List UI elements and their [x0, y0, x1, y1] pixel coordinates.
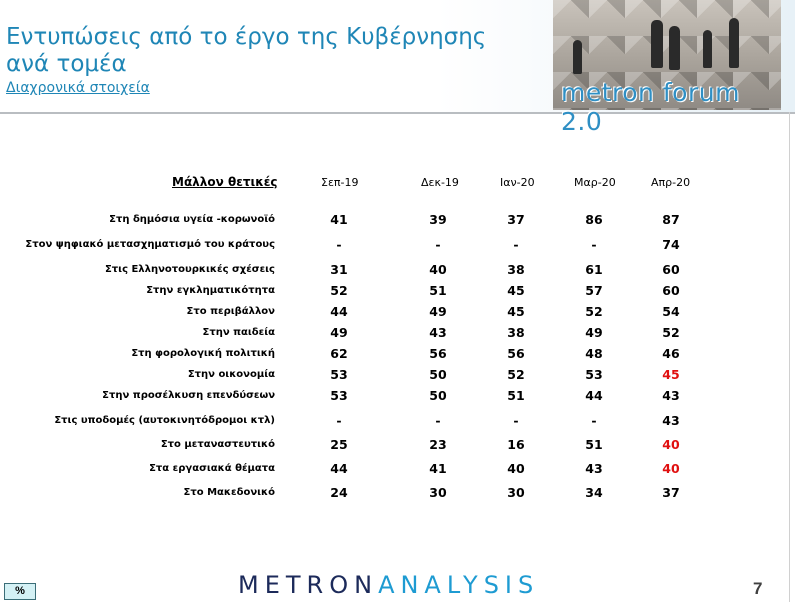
table-cell: 38: [507, 325, 525, 340]
table-cell: 40: [507, 461, 525, 476]
banner-logo-text: metron forum 2.0: [561, 78, 740, 136]
table-cell: 46: [662, 346, 680, 361]
row-header: Μάλλον θετικές: [172, 175, 278, 189]
table-cell: 52: [330, 283, 348, 298]
table-cell: 61: [585, 262, 603, 277]
table-cell: -: [435, 413, 441, 428]
table-cell: 37: [507, 212, 525, 227]
table-cell: 37: [662, 485, 680, 500]
table-cell: -: [336, 237, 342, 252]
table-cell: -: [591, 413, 597, 428]
table-cell: 30: [429, 485, 447, 500]
table-cell: 57: [585, 283, 603, 298]
column-header: Ιαν-20: [500, 176, 535, 189]
table-cell: 31: [330, 262, 348, 277]
table-cell: 51: [507, 388, 525, 403]
percent-badge: %: [4, 583, 36, 600]
table-cell: 39: [429, 212, 447, 227]
row-label: Στο περιβάλλον: [186, 306, 275, 317]
table-cell: 45: [662, 367, 680, 382]
table-cell: 44: [330, 461, 348, 476]
table-cell: -: [336, 413, 342, 428]
table-cell: 56: [429, 346, 447, 361]
table-cell: 49: [429, 304, 447, 319]
table-cell: 41: [330, 212, 348, 227]
table-cell: 50: [429, 367, 447, 382]
table-cell: 44: [330, 304, 348, 319]
subtitle-link[interactable]: Διαχρονικά στοιχεία: [6, 80, 150, 96]
table-cell: 43: [585, 461, 603, 476]
table-cell: 44: [585, 388, 603, 403]
table-cell: 74: [662, 237, 680, 252]
table-cell: 53: [585, 367, 603, 382]
table-cell: 52: [507, 367, 525, 382]
row-label: Στο μεταναστευτικό: [160, 439, 275, 450]
logo-part-1: METRON: [238, 571, 379, 599]
table-cell: -: [513, 237, 519, 252]
metron-analysis-logo: [238, 571, 539, 599]
row-label: Στην εγκληματικότητα: [146, 285, 275, 296]
table-cell: 16: [507, 437, 525, 452]
table-cell: 40: [662, 461, 680, 476]
table-cell: 43: [429, 325, 447, 340]
table-cell: 23: [429, 437, 447, 452]
table-cell: 52: [585, 304, 603, 319]
table-cell: 30: [507, 485, 525, 500]
table-cell: 49: [330, 325, 348, 340]
row-label: Στην παιδεία: [202, 327, 275, 338]
divider: [789, 112, 790, 602]
table-cell: 49: [585, 325, 603, 340]
row-label: Στην προσέλκυση επενδύσεων: [102, 390, 275, 401]
row-label: Στον ψηφιακό μετασχηματισμό του κράτους: [25, 239, 275, 250]
row-label: Στο Μακεδονικό: [183, 487, 275, 498]
table-cell: 53: [330, 388, 348, 403]
column-header: Δεκ-19: [421, 176, 459, 189]
logo-part-2: ANALYSIS: [378, 571, 540, 599]
table-cell: -: [435, 237, 441, 252]
row-label: Στις υποδομές (αυτοκινητόδρομοι κτλ): [54, 415, 275, 426]
page-number: 7: [753, 579, 763, 598]
table-cell: 51: [429, 283, 447, 298]
table-cell: 45: [507, 304, 525, 319]
table-cell: 40: [662, 437, 680, 452]
table-cell: 38: [507, 262, 525, 277]
table-cell: 48: [585, 346, 603, 361]
column-header: Σεπ-19: [321, 176, 359, 189]
table-cell: 53: [330, 367, 348, 382]
table-cell: 56: [507, 346, 525, 361]
row-label: Στα εργασιακά θέματα: [149, 463, 275, 474]
table-cell: 25: [330, 437, 348, 452]
row-label: Στη δημόσια υγεία -κορωνοϊό: [109, 214, 275, 225]
table-cell: 43: [662, 413, 680, 428]
table-cell: 41: [429, 461, 447, 476]
row-label: Στις Ελληνοτουρκικές σχέσεις: [104, 264, 275, 275]
table-cell: 60: [662, 262, 680, 277]
table-cell: 34: [585, 485, 603, 500]
column-header: Απρ-20: [651, 176, 691, 189]
table-cell: 62: [330, 346, 348, 361]
column-header: Μαρ-20: [574, 176, 616, 189]
table-cell: -: [513, 413, 519, 428]
table-cell: 45: [507, 283, 525, 298]
slide-title: Εντυπώσεις από το έργο της Κυβέρνησης ανά τομέα: [6, 24, 487, 77]
table-cell: 86: [585, 212, 603, 227]
row-label: Στη φορολογική πολιτική: [131, 348, 275, 359]
table-cell: 40: [429, 262, 447, 277]
table-cell: 87: [662, 212, 680, 227]
row-label: Στην οικονομία: [187, 369, 275, 380]
table-cell: 24: [330, 485, 348, 500]
table-cell: 51: [585, 437, 603, 452]
table-cell: -: [591, 237, 597, 252]
table-cell: 54: [662, 304, 680, 319]
table-cell: 52: [662, 325, 680, 340]
table-cell: 43: [662, 388, 680, 403]
table-cell: 60: [662, 283, 680, 298]
table-cell: 50: [429, 388, 447, 403]
